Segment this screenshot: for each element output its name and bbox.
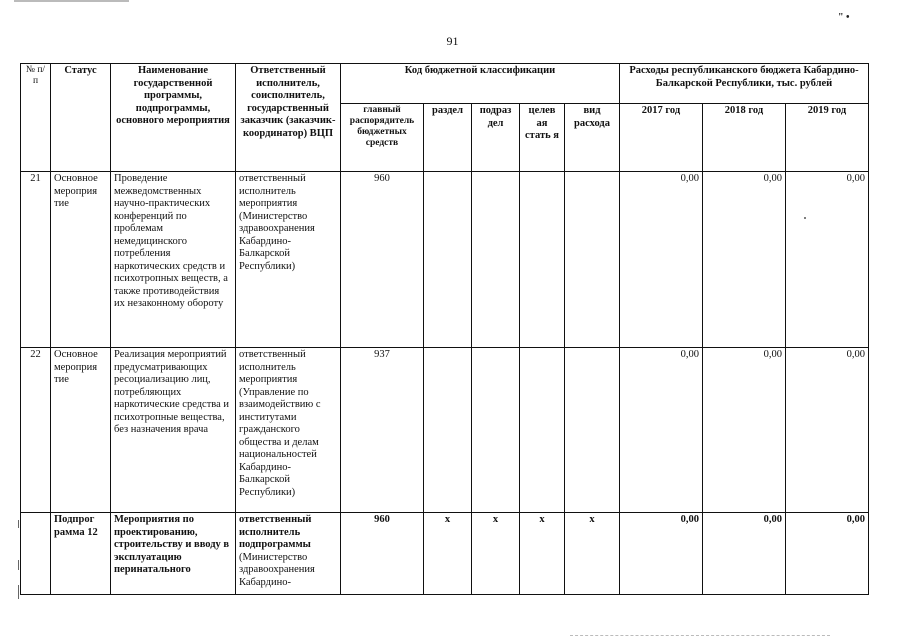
row-subsection [472, 172, 520, 348]
header-row-top [21, 64, 869, 104]
row-section: x [424, 513, 472, 595]
header-num: № п/п [21, 64, 51, 172]
scan-tick [18, 585, 19, 599]
scan-tick [18, 520, 19, 528]
row-executor: ответственный исполнитель мероприятия (Министерство здравоохранения Кабардино-Балкарской Республики) [236, 172, 341, 348]
row-executor [236, 513, 341, 595]
row-grbs: 960 [341, 513, 424, 595]
header-year-2017: 2017 год [620, 104, 703, 172]
corner-mark: " • [838, 12, 850, 23]
row-grbs: 960 [341, 172, 424, 348]
header-target-article: целев ая стать я [520, 104, 565, 172]
row-executor-bold: ответственный исполнитель подпрограммы [239, 514, 312, 550]
row-number: 21 [21, 172, 51, 348]
table-row [21, 348, 869, 513]
scan-artifact-top [14, 0, 129, 2]
row-2019: 0,00 [786, 513, 869, 595]
row-executor-detail: (Министерство здравоохранения Кабардино- [239, 551, 315, 588]
row-2017: 0,00 [620, 513, 703, 595]
header-subsection: подраз дел [472, 104, 520, 172]
row-expense-type: x [565, 513, 620, 595]
row-section [424, 348, 472, 513]
header-expense-type: вид расхода [565, 104, 620, 172]
row-expense-type [565, 348, 620, 513]
row-name: Проведение межведомственных научно-практических конференций по проблемам немедицинского потребления наркотических средств и психотропных веществ, а также противодействия их незаконному обороту [111, 172, 236, 348]
budget-table [20, 63, 869, 595]
scan-tick [18, 560, 19, 570]
row-2017: 0,00 [620, 348, 703, 513]
row-2019: 0,00 [786, 348, 869, 513]
row-2018: 0,00 [703, 348, 786, 513]
row-status: Основное мероприя тие [51, 172, 111, 348]
row-target-article [520, 348, 565, 513]
row-target-article [520, 172, 565, 348]
row-status: Основное мероприя тие [51, 348, 111, 513]
header-section: раздел [424, 104, 472, 172]
row-number [21, 513, 51, 595]
row-grbs: 937 [341, 348, 424, 513]
header-budget-code: Код бюджетной классификации [341, 64, 620, 104]
header-year-2019: 2019 год [786, 104, 869, 172]
row-subsection [472, 348, 520, 513]
row-number: 22 [21, 348, 51, 513]
header-expenses: Расходы республиканского бюджета Кабардино-Балкарской Республики, тыс. рублей [620, 64, 869, 104]
row-expense-type [565, 172, 620, 348]
row-2019: 0,00 [786, 172, 869, 348]
row-executor: ответственный исполнитель мероприятия (Управление по взаимодействию с институтами гражданского общества и делам национальностей Кабардино-Балкарской Республики) [236, 348, 341, 513]
row-2018: 0,00 [703, 172, 786, 348]
page-number: 91 [446, 34, 459, 48]
row-name: Реализация мероприятий предусматривающих ресоциализацию лиц, потребляющих наркотические средства и психотропные вещества, без назначения врача [111, 348, 236, 513]
header-executor: Ответственный исполнитель, соисполнитель, государственный заказчик (заказчик-координатор) ВЦП [236, 64, 341, 172]
row-name: Мероприятия по проектированию, строительству и вводу в эксплуатацию перинатального [111, 513, 236, 595]
row-section [424, 172, 472, 348]
row-subsection: x [472, 513, 520, 595]
row-2017: 0,00 [620, 172, 703, 348]
header-name: Наименование государственной программы, подпрограммы, основного мероприятия [111, 64, 236, 172]
table-row [21, 172, 869, 348]
table-row [21, 513, 869, 595]
header-status: Статус [51, 64, 111, 172]
row-status: Подпрог рамма 12 [51, 513, 111, 595]
row-target-article: x [520, 513, 565, 595]
scan-artifact-bottom [570, 635, 830, 637]
row-2018: 0,00 [703, 513, 786, 595]
header-year-2018: 2018 год [703, 104, 786, 172]
header-main-manager: главный распорядитель бюджетных средств [341, 104, 424, 172]
